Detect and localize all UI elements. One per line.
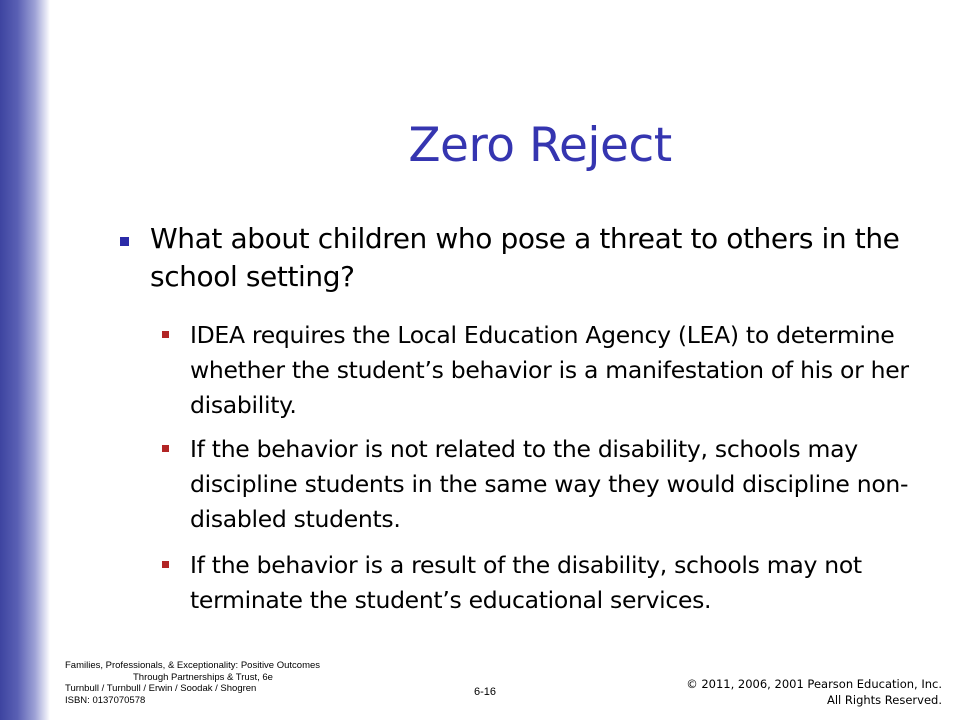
- sub-bullet-text: If the behavior is a result of the disability, schools may not terminate the student’s educational services.: [190, 551, 862, 614]
- sub-bullet-2: [162, 432, 942, 537]
- sub-bullet-3: [162, 548, 942, 618]
- copyright: [686, 676, 942, 708]
- main-bullet: [120, 220, 940, 296]
- book-title-line2: Through Partnerships & Trust, 6e: [133, 671, 273, 683]
- square-bullet-icon: [162, 445, 169, 452]
- square-bullet-icon: [162, 331, 169, 338]
- side-gradient-bar: [0, 0, 50, 720]
- slide-title: Zero Reject: [408, 118, 672, 173]
- copyright-line1: © 2011, 2006, 2001 Pearson Education, Inc.: [686, 677, 942, 691]
- book-isbn: ISBN: 0137070578: [65, 694, 146, 706]
- square-bullet-icon: [162, 561, 169, 568]
- page-number: 6-16: [474, 686, 497, 698]
- main-bullet-text: What about children who pose a threat to others in the school setting?: [150, 222, 900, 293]
- sub-bullet-text: If the behavior is not related to the disability, schools may discipline students in the same way they would discipline non-disabled students.: [190, 435, 909, 533]
- book-citation: [65, 660, 385, 706]
- book-authors: Turnbull / Turnbull / Erwin / Soodak / Shogren: [65, 683, 257, 694]
- square-bullet-icon: [120, 237, 129, 246]
- sub-bullet-1: [162, 318, 942, 423]
- sub-bullet-text: IDEA requires the Local Education Agency (LEA) to determine whether the student’s behavior is a manifestation of his or her disability.: [190, 321, 909, 419]
- copyright-line2: All Rights Reserved.: [826, 693, 942, 707]
- book-title-line1: Families, Professionals, & Exceptionality: Positive Outcomes: [65, 660, 321, 671]
